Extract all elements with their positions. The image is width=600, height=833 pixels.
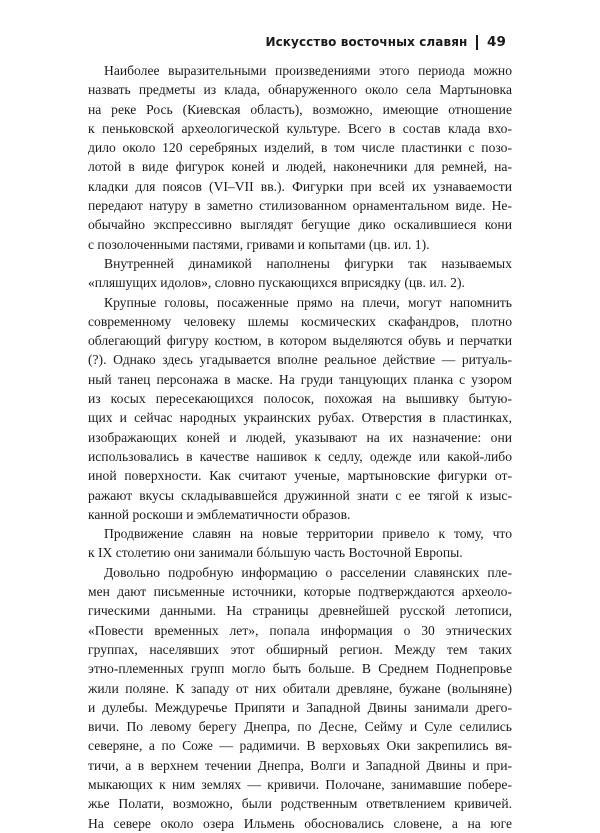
- text-line: «пляшущих идолов», словно пускающихся вприсядку (цв. ил. 2).: [88, 275, 465, 291]
- text-line: современному человеку шлемы космических скафандров, плотно: [88, 313, 512, 329]
- text-line: щих и сейчас народных украинских рубах. Отверстия в пластинках,: [88, 410, 512, 426]
- text-line: с позолоченными пастями, гривами и копытами (цв. ил. 1).: [88, 236, 430, 252]
- text-line: жили поляне. К западу от них обитали древляне, бужане (волыняне): [88, 680, 512, 696]
- text-line: гическими данными. На страницы древнейшей русской летописи,: [88, 603, 512, 619]
- text-line: кладки для поясов (VI–VII вв.). Фигурки при всей их узнаваемости: [88, 178, 512, 194]
- page-number: 49: [487, 34, 506, 50]
- paragraph-2: [88, 254, 512, 293]
- text-line: к пеньковской археологической культуре. Всего в состав клада вхо-: [88, 120, 512, 136]
- text-line: иной поверхности. Как считают ученые, мартыновские фигурки от-: [88, 468, 512, 484]
- text-line: Довольно подробную информацию о расселении славянских пле-: [104, 564, 512, 580]
- text-line: Наиболее выразительными произведениями этого периода можно: [104, 63, 512, 78]
- text-line: канной роскоши и эмблематичности образов.: [88, 506, 351, 522]
- text-line: лотой в виде фигурок коней и людей, наконечники для ремней, на-: [88, 159, 512, 175]
- text-line: передают натуру в заметно стилизованном орнаментальном виде. Не-: [88, 198, 512, 214]
- text-line: Крупные головы, посаженные прямо на плечи, могут напомнить: [104, 294, 512, 310]
- text-line: тичи, а в верхнем течении Днепра, Волги и Западной Двины и при-: [88, 757, 512, 773]
- header-separator: [476, 35, 478, 50]
- text-line: на реке Рось (Киевская область), возможно, имеющие отношение: [88, 101, 512, 117]
- text-line: к IX столетию они занимали бóльшую часть Восточной Европы.: [88, 545, 463, 561]
- text-line: вичи. По левому берегу Днепра, по Десне, Сейму и Суле селились: [88, 719, 512, 735]
- text-line: ный танец персонажа в маске. На груди танцующих планка с узором: [88, 371, 512, 387]
- text-line: этно-племенных групп могло быть больше. В Среднем Поднепровье: [88, 661, 512, 677]
- text-line: дило около 120 серебряных изделий, в том числе пластинки с позо-: [88, 140, 512, 156]
- text-line: и дулебы. Междуречье Припяти и Западной Двины занимали дрего-: [88, 699, 512, 715]
- text-line: мен дают письменные источники, которые подтверждаются археоло-: [88, 584, 512, 600]
- text-line: северяне, а по Соже — радимичи. В верховьях Оки закрепились вя-: [88, 738, 512, 754]
- paragraph-5: [88, 563, 512, 833]
- text-line: использовались в качестве нашивок к седлу, одежде или какой-либо: [88, 448, 512, 464]
- text-line: изображающих коней и людей, указывают на их назначение: они: [88, 429, 512, 445]
- text-line: Продвижение славян на новые территории привело к тому, что: [104, 526, 512, 542]
- text-line: Внутренней динамикой наполнены фигурки так называемых: [104, 255, 512, 271]
- text-line: группах, населявших этот обширный регион. Между тем таких: [88, 641, 512, 657]
- text-line: ражают вкусы складывавшейся дружинной знати с ее тягой к изыс-: [88, 487, 512, 503]
- text-line: облегающий фигуру костюм, в котором выделяются обувь и перчатки: [88, 333, 512, 349]
- text-line: обычайно экспрессивно выглядят бегущие дико оскалившиеся кони: [88, 217, 512, 233]
- text-line: из косых пересекающихся полосок, похожая на вышивку бытую-: [88, 391, 512, 407]
- running-header: [265, 34, 506, 50]
- paragraph-1: [88, 61, 512, 254]
- body-text: [88, 61, 512, 833]
- text-line: мыкающих к ним землях — кривичи. Полочане, занимавшие побере-: [88, 776, 512, 792]
- paragraph-4: [88, 524, 512, 563]
- text-line: На севере около озера Ильмень обосновались словене, а на юге: [88, 815, 512, 831]
- text-line: жье Полати, возможно, были родственным ответвлением кривичей.: [88, 796, 512, 812]
- text-line: «Повести временных лет», попала информация о 30 этнических: [88, 622, 512, 638]
- text-line: назвать предметы из клада, обнаруженного около села Мартыновка: [88, 82, 512, 98]
- text-line: (?). Однако здесь угадывается вполне реальное действие — ритуаль-: [88, 352, 512, 368]
- running-header-title: Искусство восточных славян: [265, 35, 468, 49]
- paragraph-3: [88, 293, 512, 525]
